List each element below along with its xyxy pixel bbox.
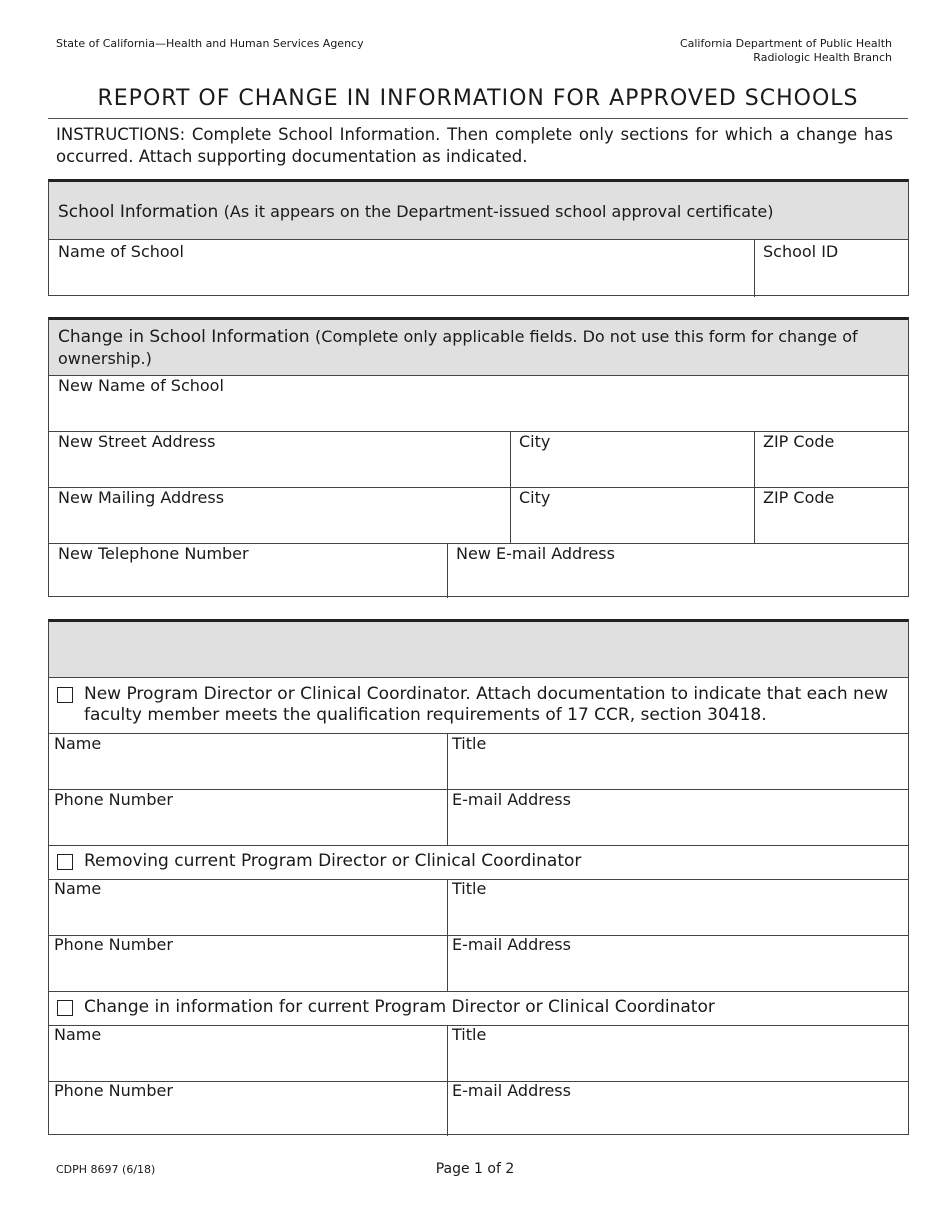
school-info-section (48, 179, 909, 296)
change-info-note: (Complete only applicable fields. Do not use this form for change of ownership.) (58, 327, 858, 368)
removing-director-email-field[interactable]: E-mail Address (452, 935, 571, 954)
removing-director-label: Removing current Program Director or Clinical Coordinator (84, 851, 582, 871)
department-block (680, 37, 892, 65)
title-divider (48, 118, 908, 119)
divider (754, 431, 755, 543)
divider (447, 543, 448, 598)
new-director-name-field[interactable]: Name (54, 734, 102, 753)
removing-director-name-field[interactable]: Name (54, 879, 102, 898)
new-director-title-field[interactable]: Title (452, 734, 487, 753)
new-director-checkbox[interactable] (57, 687, 73, 703)
form-number: CDPH 8697 (6/18) (56, 1163, 156, 1176)
removing-director-title-field[interactable]: Title (452, 879, 487, 898)
street-zip-field[interactable]: ZIP Code (763, 432, 835, 451)
divider (49, 845, 908, 846)
branch-name: Radiologic Health Branch (753, 51, 892, 64)
school-info-heading: School Information (58, 202, 219, 222)
new-telephone-field[interactable]: New Telephone Number (58, 544, 249, 563)
removing-director-phone-field[interactable]: Phone Number (54, 935, 173, 954)
school-id-field[interactable]: School ID (763, 242, 839, 261)
agency-name: State of California—Health and Human Services Agency (56, 37, 364, 50)
new-email-field[interactable]: New E-mail Address (456, 544, 615, 563)
change-director-title-field[interactable]: Title (452, 1025, 487, 1044)
divider (754, 240, 755, 297)
change-info-heading: Change in School Information (58, 327, 310, 347)
form-title: REPORT OF CHANGE IN INFORMATION FOR APPROVED SCHOOLS (97, 86, 859, 111)
new-director-phone-field[interactable]: Phone Number (54, 790, 173, 809)
new-street-address-field[interactable]: New Street Address (58, 432, 216, 451)
instructions: INSTRUCTIONS: Complete School Information. Then complete only sections for which a change has occurred. Attach supporting documentation as indicated. (56, 125, 893, 166)
page-number: Page 1 of 2 (435, 1161, 515, 1177)
mailing-city-field[interactable]: City (519, 488, 551, 507)
personnel-header (49, 622, 908, 678)
new-director-email-field[interactable]: E-mail Address (452, 790, 571, 809)
change-director-checkbox[interactable] (57, 1000, 73, 1016)
divider (510, 431, 511, 543)
divider (49, 991, 908, 992)
school-info-note: (As it appears on the Department-issued school approval certificate) (223, 202, 774, 221)
new-school-name-field[interactable]: New Name of School (58, 376, 224, 395)
change-info-section (48, 317, 909, 597)
personnel-section (48, 619, 909, 1135)
new-director-label: New Program Director or Clinical Coordinator. Attach documentation to indicate that each new faculty member meets the qualification requirements of 17 CCR, section 30418. (84, 684, 889, 725)
department-name: California Department of Public Health (679, 37, 892, 50)
street-city-field[interactable]: City (519, 432, 551, 451)
change-director-name-field[interactable]: Name (54, 1025, 102, 1044)
change-director-label: Change in information for current Program Director or Clinical Coordinator (84, 997, 715, 1017)
removing-director-checkbox[interactable] (57, 854, 73, 870)
mailing-zip-field[interactable]: ZIP Code (763, 488, 835, 507)
change-director-email-field[interactable]: E-mail Address (452, 1081, 571, 1100)
school-info-header (49, 182, 908, 240)
change-director-phone-field[interactable]: Phone Number (54, 1081, 173, 1100)
school-name-field[interactable]: Name of School (58, 242, 184, 261)
change-info-header (49, 320, 908, 376)
new-mailing-address-field[interactable]: New Mailing Address (58, 488, 225, 507)
